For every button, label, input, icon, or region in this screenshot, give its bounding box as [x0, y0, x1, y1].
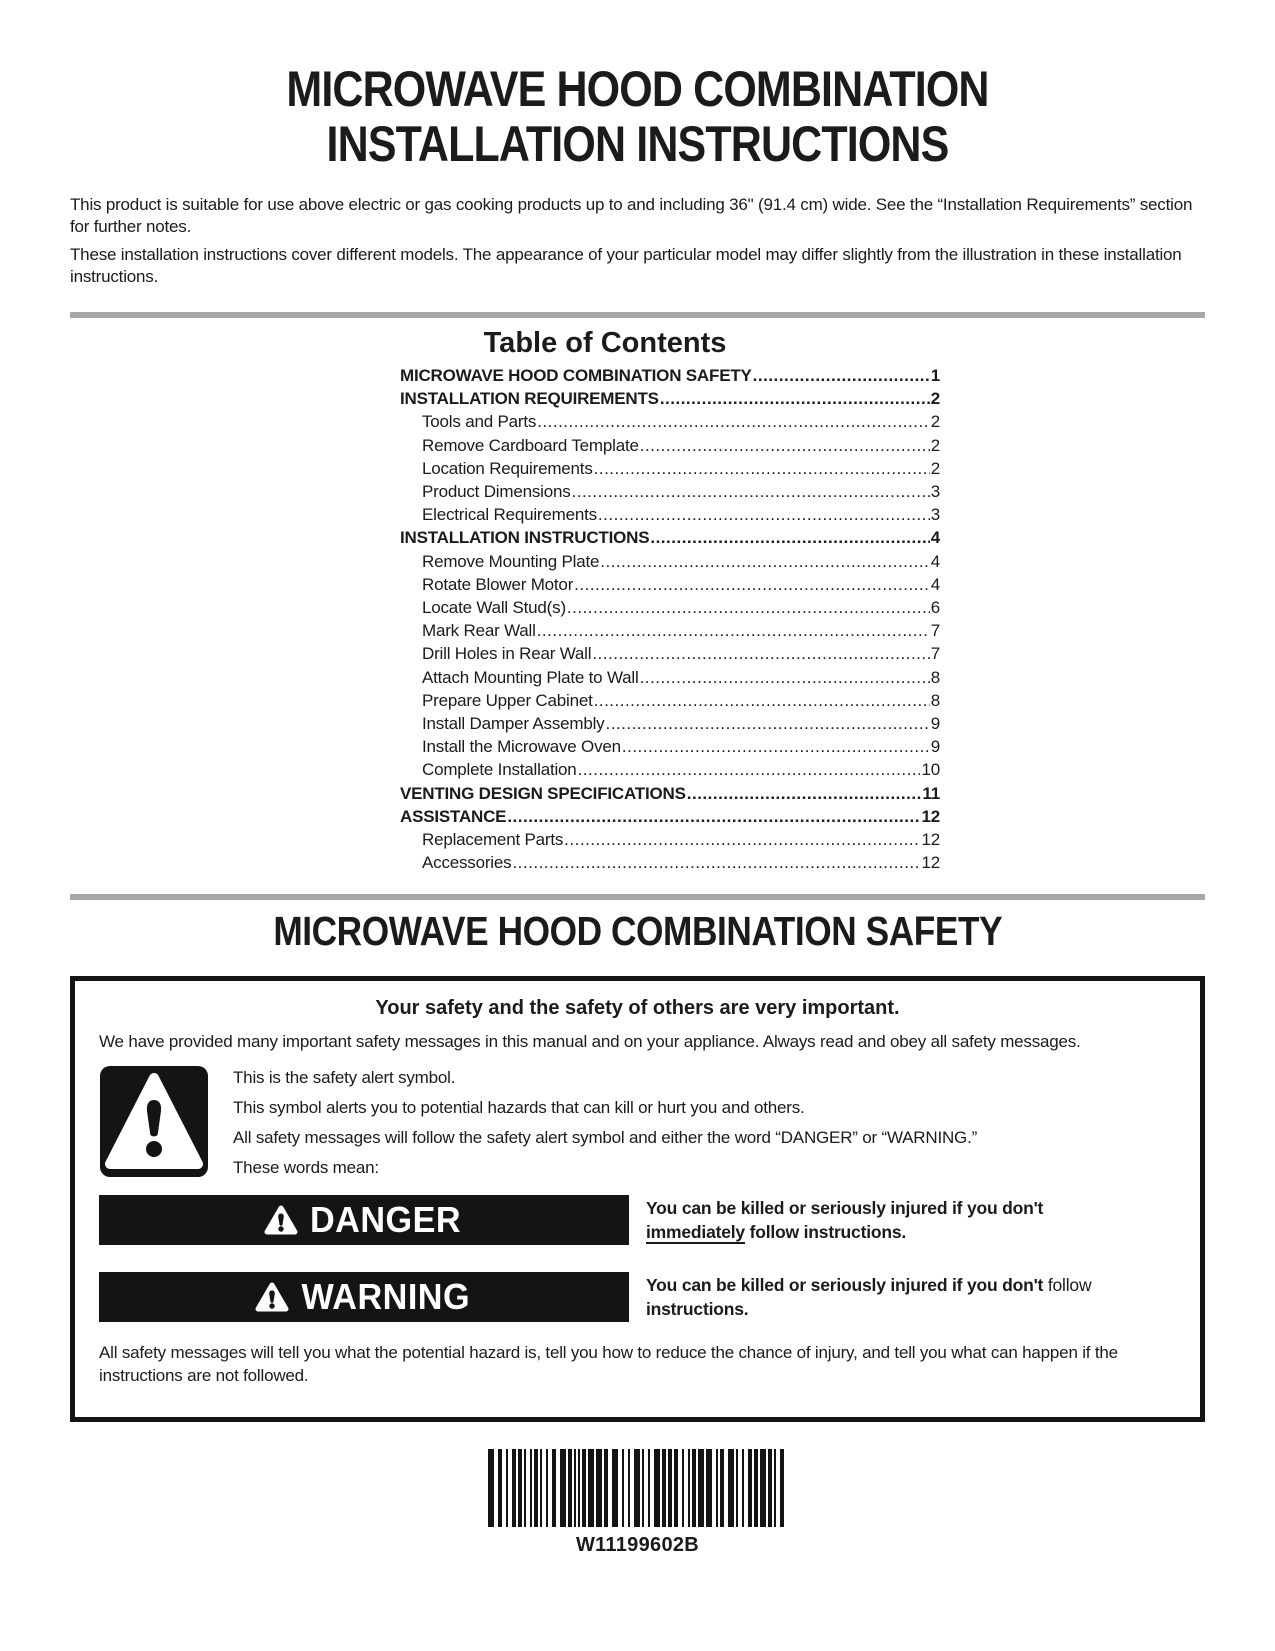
toc-leader-dots: [564, 828, 920, 851]
toc-entry-label: Accessories: [422, 853, 512, 873]
toc-leader-dots: [594, 457, 930, 480]
toc-entry: [400, 782, 940, 805]
safety-box: [70, 976, 1205, 1422]
safety-alert-line: This is the safety alert symbol.: [233, 1068, 456, 1088]
warning-row: [99, 1272, 1176, 1322]
table-of-contents: [70, 327, 1205, 874]
toc-leader-dots: [578, 758, 921, 781]
toc-entry-label: ASSISTANCE: [400, 806, 507, 826]
toc-entry: [400, 666, 940, 689]
toc-entry: [400, 503, 940, 526]
alert-triangle-icon: [254, 1281, 290, 1313]
toc-page-number: 6: [930, 598, 940, 618]
safety-footer-paragraph: All safety messages will tell you what the potential hazard is, tell you how to reduce the chance of injury, and tell you what can happen if the instructions are not followed.: [99, 1343, 1118, 1386]
toc-leader-dots: [622, 735, 930, 758]
safety-alert-line: This symbol alerts you to potential hazards that can kill or hurt you and others.: [233, 1098, 805, 1118]
toc-page-number: 3: [930, 482, 940, 502]
toc-leader-dots: [512, 851, 920, 874]
toc-entry: [400, 480, 940, 503]
safety-section-title: MICROWAVE HOOD COMBINATION SAFETY: [273, 908, 1002, 955]
toc-entry-label: Attach Mounting Plate to Wall: [422, 667, 639, 687]
safety-alert-icon: [99, 1065, 209, 1178]
toc-leader-dots: [640, 434, 930, 457]
toc-page-number: 8: [930, 690, 940, 710]
toc-entry: [400, 596, 940, 619]
toc-entry: [400, 573, 940, 596]
toc-leader-dots: [650, 526, 929, 549]
toc-entry-label: Remove Mounting Plate: [422, 551, 600, 571]
toc-entry-label: Tools and Parts: [422, 412, 537, 432]
toc-entry: [400, 735, 940, 758]
document-title-line-1: MICROWAVE HOOD COMBINATION: [286, 61, 989, 117]
toc-page-number: 8: [930, 667, 940, 687]
toc-page-number: 12: [921, 806, 940, 826]
toc-entry-label: VENTING DESIGN SPECIFICATIONS: [400, 783, 686, 803]
toc-entry: [400, 805, 940, 828]
toc-page-number: 1: [930, 366, 940, 385]
toc-entry: [400, 526, 940, 549]
intro-paragraph: This product is suitable for use above electric or gas cooking products up to and including 36" (91.4 cm) wide. See the “Installation Requirements” section for further notes.: [70, 195, 1193, 236]
document-title: [70, 0, 1205, 172]
toc-entry-label: Location Requirements: [422, 458, 593, 478]
toc-leader-dots: [572, 480, 930, 503]
page-content: [70, 0, 1205, 1557]
document-title-line-2: INSTALLATION INSTRUCTIONS: [326, 116, 949, 172]
toc-entry: [400, 387, 940, 410]
toc-leader-dots: [594, 689, 930, 712]
toc-entry-label: INSTALLATION REQUIREMENTS: [400, 389, 659, 409]
intro-paragraph: These installation instructions cover different models. The appearance of your particular model may differ slightly from the illustration in these installation instructions.: [70, 245, 1182, 286]
toc-leader-dots: [537, 619, 930, 642]
barcode-code-label: W11199602B: [575, 1534, 700, 1557]
toc-page-number: 2: [930, 412, 940, 432]
toc-entry-label: Install Damper Assembly: [422, 714, 605, 734]
safety-alert-line: These words mean:: [233, 1158, 379, 1178]
toc-page-number: 4: [930, 528, 940, 548]
alert-triangle-icon: [263, 1204, 299, 1236]
toc-leader-dots: [592, 642, 929, 665]
toc-entry: [400, 712, 940, 735]
toc-entry: [400, 550, 940, 573]
toc-entry-label: MICROWAVE HOOD COMBINATION SAFETY: [400, 366, 752, 385]
toc-leader-dots: [660, 387, 930, 410]
toc-entry: [400, 642, 940, 665]
danger-sign-label: DANGER: [309, 1199, 462, 1241]
intro-section: [70, 194, 1205, 287]
toc-entry: [400, 410, 940, 433]
toc-leader-dots: [605, 712, 929, 735]
toc-entry-label: Product Dimensions: [422, 482, 571, 502]
toc-entry: [400, 364, 940, 387]
toc-entry: [400, 434, 940, 457]
safety-alert-symbol-row: [99, 1065, 1176, 1179]
toc-entry-label: INSTALLATION INSTRUCTIONS: [400, 528, 650, 548]
toc-leader-dots: [687, 782, 922, 805]
toc-leader-dots: [600, 550, 930, 573]
toc-page-number: 4: [930, 574, 940, 594]
toc-entry: [400, 619, 940, 642]
toc-page-number: 11: [922, 783, 940, 803]
danger-definition: You can be killed or seriously injured if you don't immediately follow instructions.: [646, 1198, 1044, 1243]
regular-weight-word: follow: [1047, 1275, 1092, 1296]
safety-intro-paragraph: We have provided many important safety messages in this manual and on your appliance. Always read and obey all safety messages.: [99, 1032, 1081, 1052]
toc-entry-label: Complete Installation: [422, 760, 577, 780]
safety-important-line: Your safety and the safety of others are very important.: [375, 997, 900, 1020]
toc-page-number: 7: [930, 644, 940, 664]
barcode-section: [70, 1449, 1205, 1557]
warning-sign: [99, 1272, 629, 1322]
toc-entry-label: Replacement Parts: [422, 830, 564, 850]
toc-page-number: 2: [930, 458, 940, 478]
warning-sign-label: WARNING: [301, 1276, 470, 1318]
toc-page-number: 7: [930, 621, 940, 641]
toc-leader-dots: [753, 364, 930, 387]
section-divider: [70, 312, 1205, 318]
section-divider: [70, 894, 1205, 900]
toc-entry: [400, 828, 940, 851]
toc-entry-label: Remove Cardboard Template: [422, 435, 639, 455]
toc-page-number: 10: [921, 760, 940, 780]
toc-heading: Table of Contents: [483, 327, 727, 359]
toc-page-number: 2: [930, 389, 940, 409]
toc-leader-dots: [507, 805, 920, 828]
toc-page-number: 3: [930, 505, 940, 525]
toc-entry: [400, 689, 940, 712]
barcode-image: [488, 1449, 788, 1527]
warning-definition: You can be killed or seriously injured if you don't follow instructions.: [646, 1275, 1092, 1320]
toc-entry-label: Drill Holes in Rear Wall: [422, 644, 592, 664]
toc-page-number: 12: [921, 853, 940, 873]
toc-leader-dots: [640, 666, 930, 689]
toc-entry-label: Prepare Upper Cabinet: [422, 690, 593, 710]
toc-leader-dots: [567, 596, 930, 619]
toc-entry: [400, 457, 940, 480]
toc-list: [400, 364, 940, 874]
underlined-word: immediately: [646, 1222, 745, 1243]
toc-entry-label: Locate Wall Stud(s): [422, 598, 566, 618]
toc-entry-label: Mark Rear Wall: [422, 621, 536, 641]
toc-leader-dots: [598, 503, 930, 526]
safety-alert-description: [233, 1067, 977, 1179]
safety-alert-line: All safety messages will follow the safety alert symbol and either the word “DANGER” or “WARNING.”: [233, 1128, 978, 1148]
toc-page-number: 4: [930, 551, 940, 571]
toc-page-number: 12: [921, 830, 940, 850]
toc-entry: [400, 851, 940, 874]
danger-row: [99, 1195, 1176, 1245]
toc-page-number: 9: [930, 737, 940, 757]
toc-leader-dots: [574, 573, 930, 596]
danger-sign: [99, 1195, 629, 1245]
toc-page-number: 2: [930, 435, 940, 455]
toc-leader-dots: [537, 410, 930, 433]
toc-page-number: 9: [930, 714, 940, 734]
toc-entry-label: Install the Microwave Oven: [422, 737, 621, 757]
toc-entry: [400, 758, 940, 781]
toc-entry-label: Electrical Requirements: [422, 505, 597, 525]
toc-entry-label: Rotate Blower Motor: [422, 574, 574, 594]
